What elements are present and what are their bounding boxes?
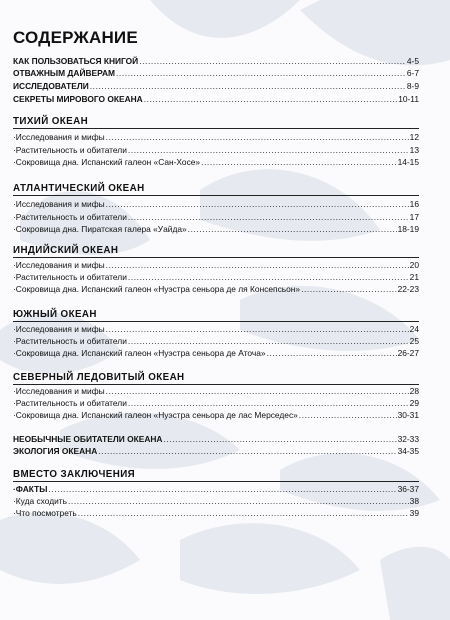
- toc-entry-label: ·ФАКТЫ: [13, 484, 48, 494]
- leader-dots: [128, 212, 409, 222]
- toc-entry-page: 36-37: [397, 484, 419, 494]
- leader-dots: [144, 94, 397, 104]
- toc-entry: [13, 386, 419, 396]
- leader-dots: [299, 410, 397, 420]
- section-heading: ЮЖНЫЙ ОКЕАН: [13, 309, 97, 320]
- toc-entry: [13, 410, 419, 420]
- toc-entry: [13, 434, 419, 444]
- section-rule: [13, 481, 419, 482]
- toc-entry: [13, 68, 419, 78]
- toc-entry-label: ·Сокровища дна. Испанский галеон «Нуэстра сеньора де Аточа»: [13, 348, 266, 358]
- toc-entry-label: ·Что посмотреть: [13, 508, 77, 518]
- toc-entry-page: 4-5: [406, 56, 419, 66]
- toc-entry-page: 14-15: [397, 157, 419, 167]
- leader-dots: [106, 132, 409, 142]
- toc-entry: [13, 212, 419, 222]
- toc-entry-label: НЕОБЫЧНЫЕ ОБИТАТЕЛИ ОКЕАНА: [13, 434, 163, 444]
- toc-entry-page: 6-7: [406, 68, 419, 78]
- toc-entry-page: 25: [409, 336, 419, 346]
- toc-entry: [13, 496, 419, 506]
- toc-entry-label: ·Сокровища дна. Пиратская галера «Уайда»: [13, 224, 187, 234]
- toc-entry: [13, 336, 419, 346]
- toc-entry-page: 13: [409, 145, 419, 155]
- toc-entry-page: 21: [409, 272, 419, 282]
- toc-entry: [13, 398, 419, 408]
- toc-entry: [13, 508, 419, 518]
- toc-entry-label: ·Куда сходить: [13, 496, 67, 506]
- leader-dots: [116, 68, 406, 78]
- toc-entry-label: ·Растительность и обитатели: [13, 336, 127, 346]
- leader-dots: [188, 224, 397, 234]
- leader-dots: [68, 496, 409, 506]
- toc-entry: [13, 199, 419, 209]
- section-heading: ТИХИЙ ОКЕАН: [13, 116, 89, 127]
- section-heading: СЕВЕРНЫЙ ЛЕДОВИТЫЙ ОКЕАН: [13, 372, 185, 383]
- leader-dots: [128, 336, 409, 346]
- toc-entry: [13, 484, 419, 494]
- toc-entry-page: 8-9: [406, 81, 419, 91]
- leader-dots: [48, 484, 396, 494]
- toc-entry: [13, 94, 419, 104]
- toc-entry-label: ·Сокровища дна. Испанский галеон «Нуэстра сеньора де ля Консепсьон»: [13, 284, 301, 294]
- section-heading: ИНДИЙСКИЙ ОКЕАН: [13, 245, 119, 256]
- toc-entry: [13, 446, 419, 456]
- toc-entry: [13, 157, 419, 167]
- leader-dots: [106, 199, 409, 209]
- toc-entry-label: ·Исследования и мифы: [13, 199, 105, 209]
- leader-dots: [267, 348, 397, 358]
- toc-entry-label: ЭКОЛОГИЯ ОКЕАНА: [13, 446, 98, 456]
- leader-dots: [78, 508, 409, 518]
- toc-entry-label: СЕКРЕТЫ МИРОВОГО ОКЕАНА: [13, 94, 143, 104]
- toc-entry-label: КАК ПОЛЬЗОВАТЬСЯ КНИГОЙ: [13, 56, 139, 66]
- toc-entry-label: ·Сокровища дна. Испанский галеон «Нуэстра сеньора де лас Мерседес»: [13, 410, 298, 420]
- leader-dots: [301, 284, 397, 294]
- toc-entry: [13, 260, 419, 270]
- section-rule: [13, 128, 419, 129]
- toc-entry-page: 38: [409, 496, 419, 506]
- toc-entry-label: ·Растительность и обитатели: [13, 145, 127, 155]
- toc-entry-label: ·Исследования и мифы: [13, 132, 105, 142]
- toc-entry-label: ·Растительность и обитатели: [13, 212, 127, 222]
- toc-entry-page: 18-19: [397, 224, 419, 234]
- toc-entry-label: ·Растительность и обитатели: [13, 272, 127, 282]
- toc-entry-page: 10-11: [398, 94, 419, 104]
- toc-entry-label: ·Растительность и обитатели: [13, 398, 127, 408]
- toc-entry-label: ИССЛЕДОВАТЕЛИ: [13, 81, 89, 91]
- section-rule: [13, 321, 419, 322]
- toc-entry-label: ·Сокровища дна. Испанский галеон «Сан-Хосе»: [13, 157, 201, 167]
- leader-dots: [128, 398, 409, 408]
- toc-entry: [13, 56, 419, 66]
- leader-dots: [106, 260, 409, 270]
- toc-entry-label: ·Исследования и мифы: [13, 324, 105, 334]
- leader-dots: [90, 81, 406, 91]
- leader-dots: [128, 145, 409, 155]
- toc-entry-page: 28: [409, 386, 419, 396]
- leader-dots: [128, 272, 409, 282]
- toc-entry-page: 20: [409, 260, 419, 270]
- toc-entry-page: 17: [409, 212, 419, 222]
- toc-entry-label: ·Исследования и мифы: [13, 260, 105, 270]
- leader-dots: [106, 386, 409, 396]
- toc-entry: [13, 145, 419, 155]
- section-rule: [13, 384, 419, 385]
- section-heading: ВМЕСТО ЗАКЛЮЧЕНИЯ: [13, 469, 136, 480]
- leader-dots: [98, 446, 396, 456]
- toc-entry: [13, 81, 419, 91]
- section-rule: [13, 195, 419, 196]
- toc-entry: [13, 272, 419, 282]
- toc-entry-page: 34-35: [397, 446, 419, 456]
- leader-dots: [106, 324, 409, 334]
- toc-entry: [13, 284, 419, 294]
- page-title: СОДЕРЖАНИЕ: [13, 28, 138, 47]
- leader-dots: [139, 56, 406, 66]
- toc-entry-page: 26-27: [397, 348, 419, 358]
- toc-entry-label: ОТВАЖНЫМ ДАЙВЕРАМ: [13, 68, 115, 78]
- toc-entry: [13, 224, 419, 234]
- toc-entry-page: 29: [409, 398, 419, 408]
- toc-entry-page: 30-31: [397, 410, 419, 420]
- toc-entry-page: 32-33: [397, 434, 419, 444]
- toc-entry: [13, 324, 419, 334]
- toc-entry-page: 24: [409, 324, 419, 334]
- section-rule: [13, 257, 419, 258]
- toc-entry: [13, 348, 419, 358]
- toc-entry-page: 39: [409, 508, 419, 518]
- toc-entry-page: 22-23: [397, 284, 419, 294]
- section-heading: АТЛАНТИЧЕСКИЙ ОКЕАН: [13, 183, 145, 194]
- leader-dots: [163, 434, 396, 444]
- toc-entry-page: 16: [409, 199, 419, 209]
- toc-entry-label: ·Исследования и мифы: [13, 386, 105, 396]
- toc-entry-page: 12: [409, 132, 419, 142]
- toc-entry: [13, 132, 419, 142]
- leader-dots: [201, 157, 397, 167]
